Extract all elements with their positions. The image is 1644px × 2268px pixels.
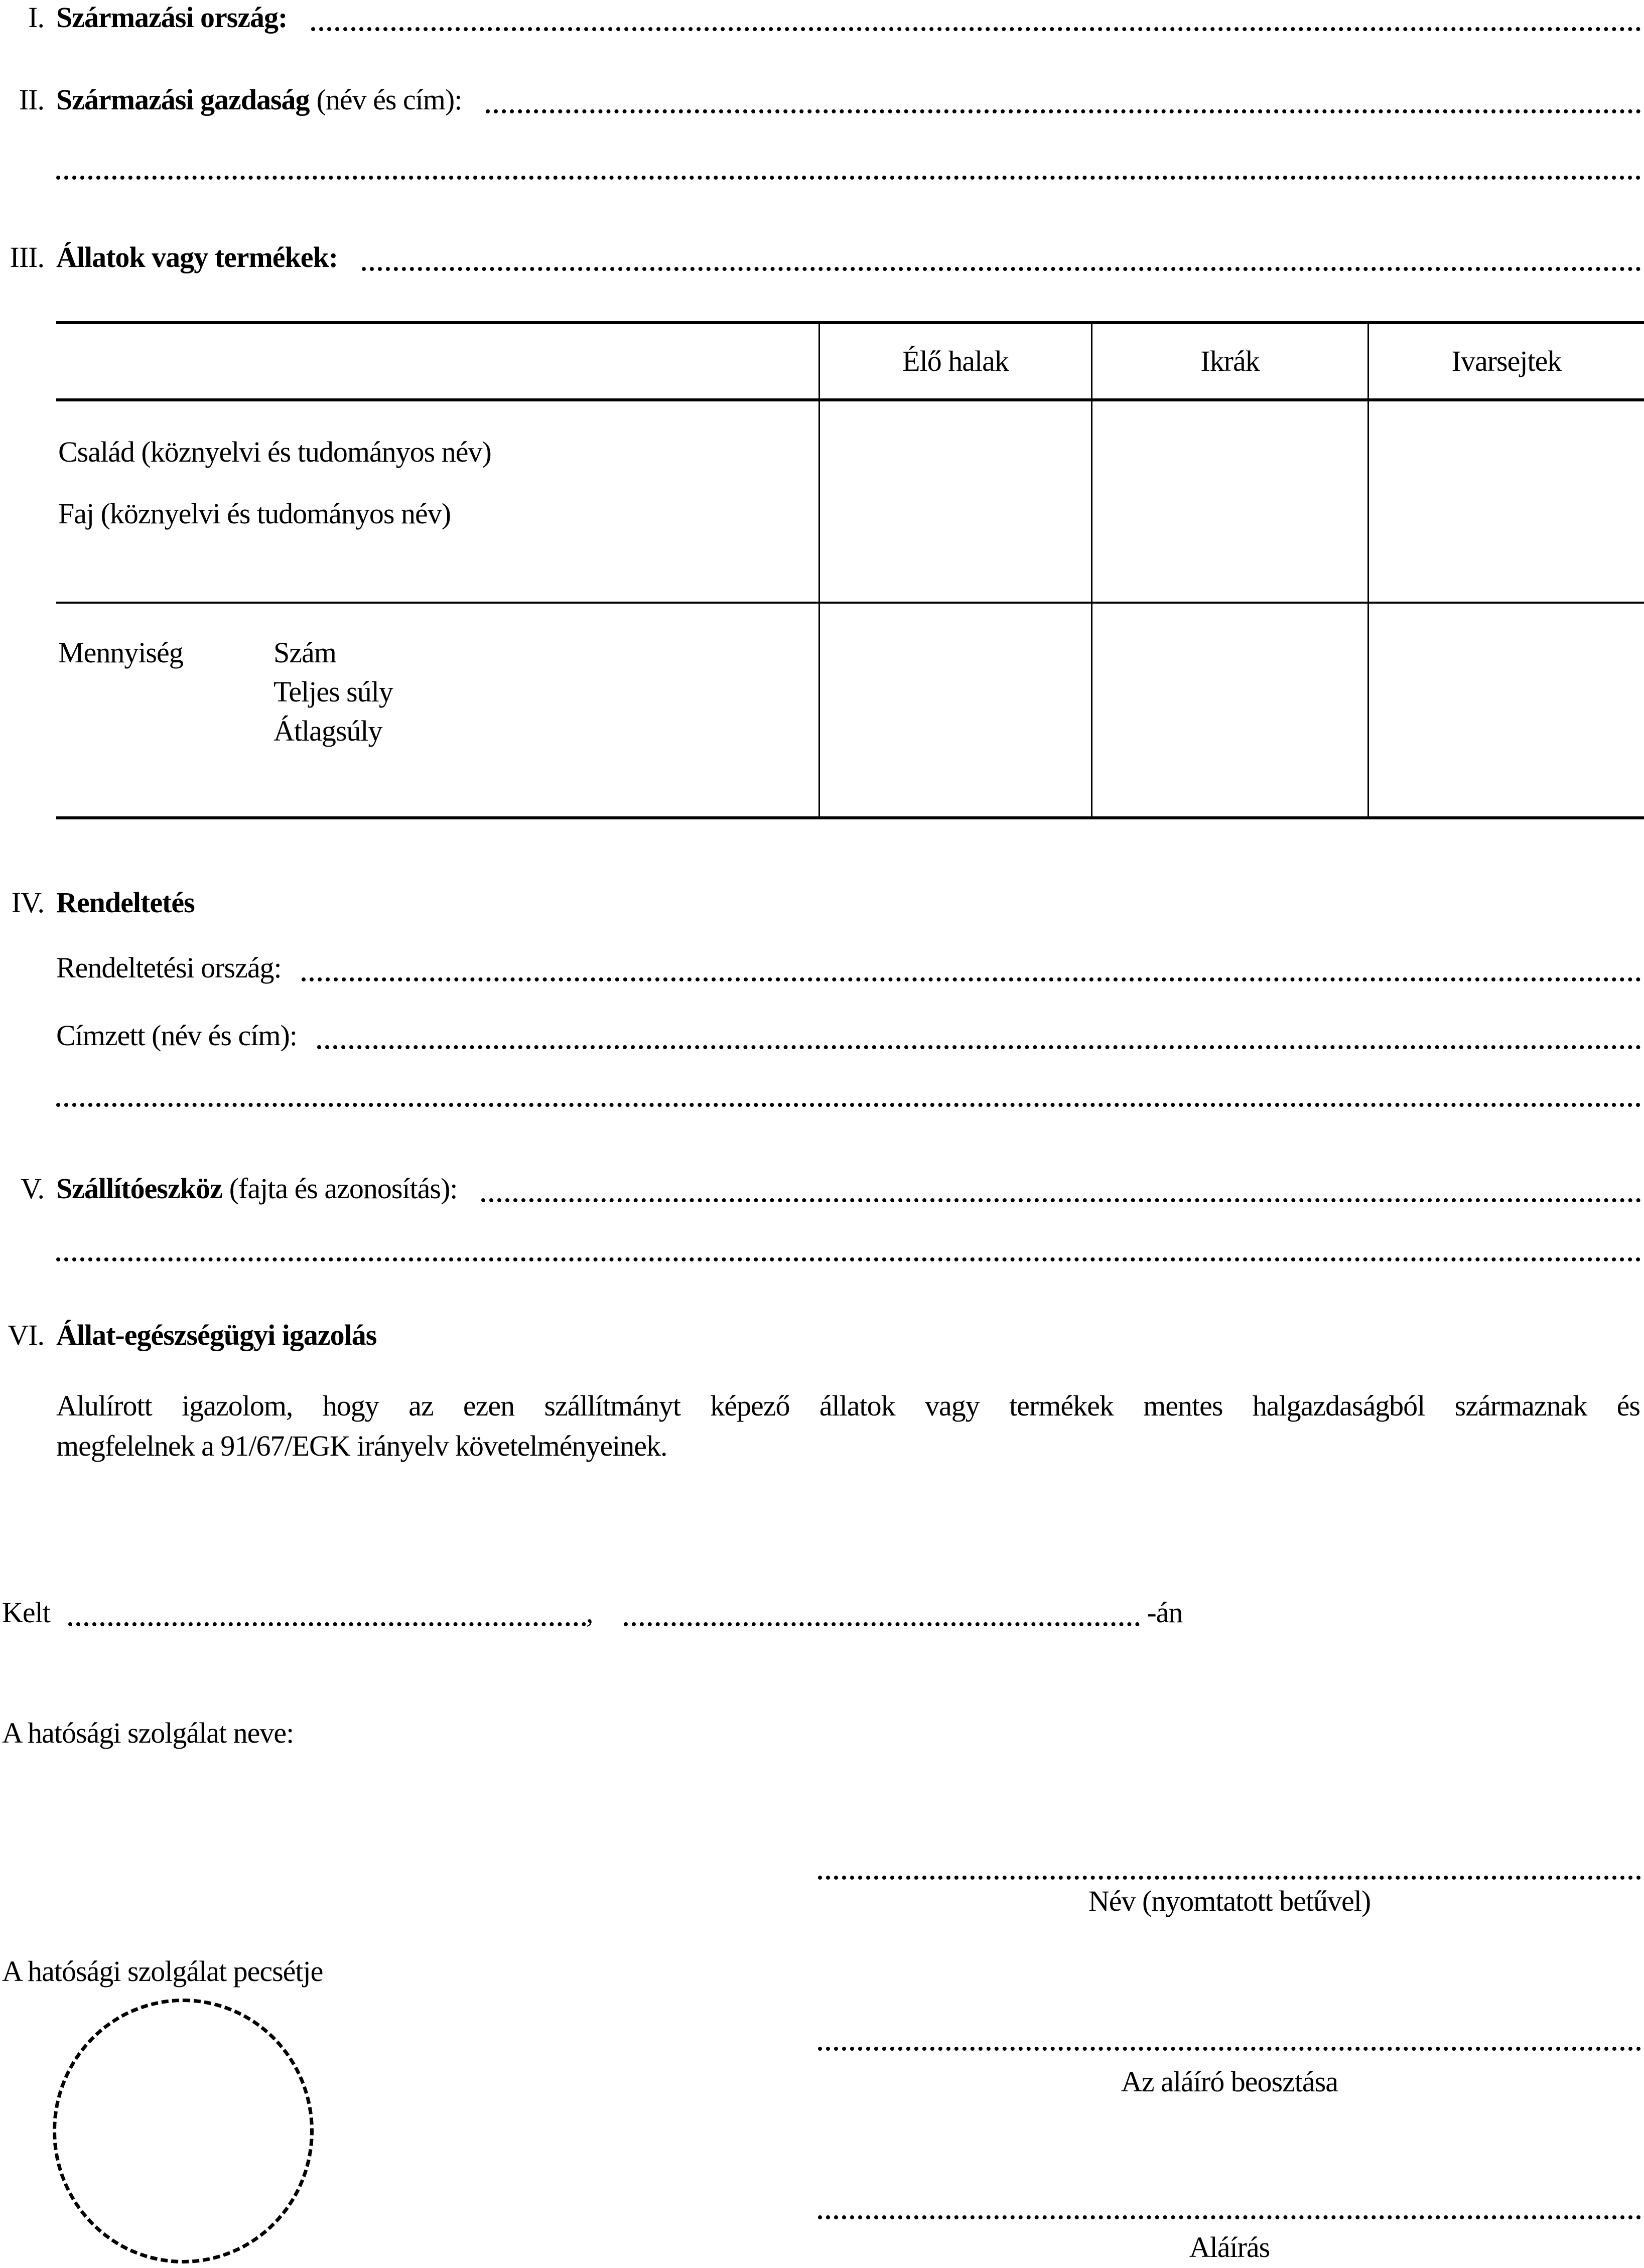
consignee-row	[56, 1018, 1641, 1053]
section-health-certificate	[2, 1318, 1641, 1353]
section-transport	[2, 1171, 1641, 1206]
field-line-origin-country[interactable]	[311, 27, 1641, 31]
quantity-item-average-weight: Átlagsúly	[273, 715, 382, 747]
cell-quantity-eggs[interactable]	[1091, 604, 1367, 816]
column-header-gametes-label: Ivarsejtek	[1451, 345, 1562, 377]
cell-quantity-gametes[interactable]	[1367, 604, 1644, 816]
section-origin-farm-label: Származási gazdaság	[56, 83, 310, 116]
section-origin-farm-numeral: II.	[19, 83, 44, 116]
section-transport-sublabel: (fajta és azonosítás):	[229, 1172, 458, 1205]
section-health-certificate-numeral: VI.	[8, 1319, 44, 1351]
quantity-item-total-weight: Teljes súly	[273, 675, 393, 708]
service-stamp-label: A hatósági szolgálat pecsétje	[2, 1955, 323, 1988]
section-origin-farm-sublabel: (név és cím):	[316, 83, 462, 116]
cell-family-gametes[interactable]	[1367, 401, 1644, 604]
field-line-origin-farm-continued[interactable]	[56, 176, 1641, 180]
service-name-label: A hatósági szolgálat neve:	[2, 1717, 294, 1749]
field-line-date[interactable]	[624, 1622, 1140, 1626]
signature-caption: Aláírás	[1189, 2231, 1270, 2263]
column-header-eggs	[1091, 324, 1367, 401]
quantity-items	[273, 633, 393, 751]
field-line-signer-position[interactable]	[818, 2047, 1641, 2051]
section-origin-country	[2, 0, 1641, 35]
stamp-circle	[53, 1999, 314, 2263]
field-line-place[interactable]	[68, 1622, 586, 1626]
section-animals-products-numeral: III.	[10, 241, 44, 273]
field-line-destination-country[interactable]	[302, 977, 1641, 981]
column-header-live-fish	[818, 324, 1091, 401]
date-comma: ,	[586, 1596, 593, 1629]
family-label: Család (köznyelvi és tudományos név)	[58, 436, 491, 468]
section-destination-numeral: IV.	[11, 886, 44, 919]
column-header-eggs-label: Ikrák	[1200, 345, 1260, 377]
field-line-origin-farm[interactable]	[486, 109, 1641, 113]
section-origin-country-label: Származási ország:	[56, 1, 288, 34]
printed-name-caption: Név (nyomtatott betűvel)	[1088, 1885, 1371, 1917]
field-line-transport-continued[interactable]	[56, 1257, 1641, 1261]
certification-paragraph-line1: Alulírott igazolom, hogy az ezen szállítmányt képező állatok vagy termékek mentes halgazdaságból származnak és	[56, 1389, 1640, 1422]
section-animals-products-label: Állatok vagy termékek:	[56, 241, 338, 273]
field-line-consignee[interactable]	[317, 1045, 1641, 1049]
column-header-gametes	[1367, 324, 1644, 401]
products-table	[56, 321, 1644, 819]
section-transport-numeral: V.	[21, 1172, 44, 1205]
signer-position-caption: Az aláíró beosztása	[1121, 2065, 1338, 2098]
cell-family-eggs[interactable]	[1091, 401, 1367, 604]
section-origin-farm	[2, 82, 1641, 117]
date-suffix: -án	[1147, 1596, 1183, 1629]
table-corner-cell	[56, 324, 818, 401]
date-label: Kelt	[2, 1596, 50, 1629]
section-transport-label: Szállítóeszköz	[56, 1172, 222, 1205]
field-line-transport[interactable]	[481, 1198, 1641, 1202]
row-family-species-labels	[56, 401, 818, 604]
certification-paragraph	[56, 1386, 1640, 1466]
cell-family-live-fish[interactable]	[818, 401, 1091, 604]
section-destination-heading: Rendeltetés	[56, 886, 195, 919]
field-line-printed-name[interactable]	[818, 1876, 1641, 1880]
column-header-live-fish-label: Élő halak	[902, 345, 1009, 377]
destination-country-row	[56, 950, 1641, 985]
date-place-row	[2, 1595, 1182, 1630]
section-destination	[2, 885, 1641, 920]
species-label: Faj (köznyelvi és tudományos név)	[58, 497, 451, 530]
field-line-animals-products[interactable]	[362, 267, 1641, 271]
destination-country-label: Rendeltetési ország:	[56, 951, 282, 984]
certification-paragraph-line2: megfelelnek a 91/67/EGK irányelv követelményeinek.	[56, 1430, 667, 1462]
field-line-consignee-continued[interactable]	[56, 1103, 1641, 1107]
quantity-label: Mennyiség	[58, 636, 183, 669]
section-origin-country-numeral: I.	[28, 1, 44, 34]
consignee-label: Címzett (név és cím):	[56, 1019, 297, 1052]
section-animals-products	[2, 240, 1641, 275]
row-quantity-labels	[56, 604, 818, 816]
field-line-signature[interactable]	[818, 2215, 1641, 2219]
section-health-certificate-heading: Állat-egészségügyi igazolás	[56, 1319, 377, 1351]
cell-quantity-live-fish[interactable]	[818, 604, 1091, 816]
quantity-item-number: Szám	[273, 636, 336, 669]
